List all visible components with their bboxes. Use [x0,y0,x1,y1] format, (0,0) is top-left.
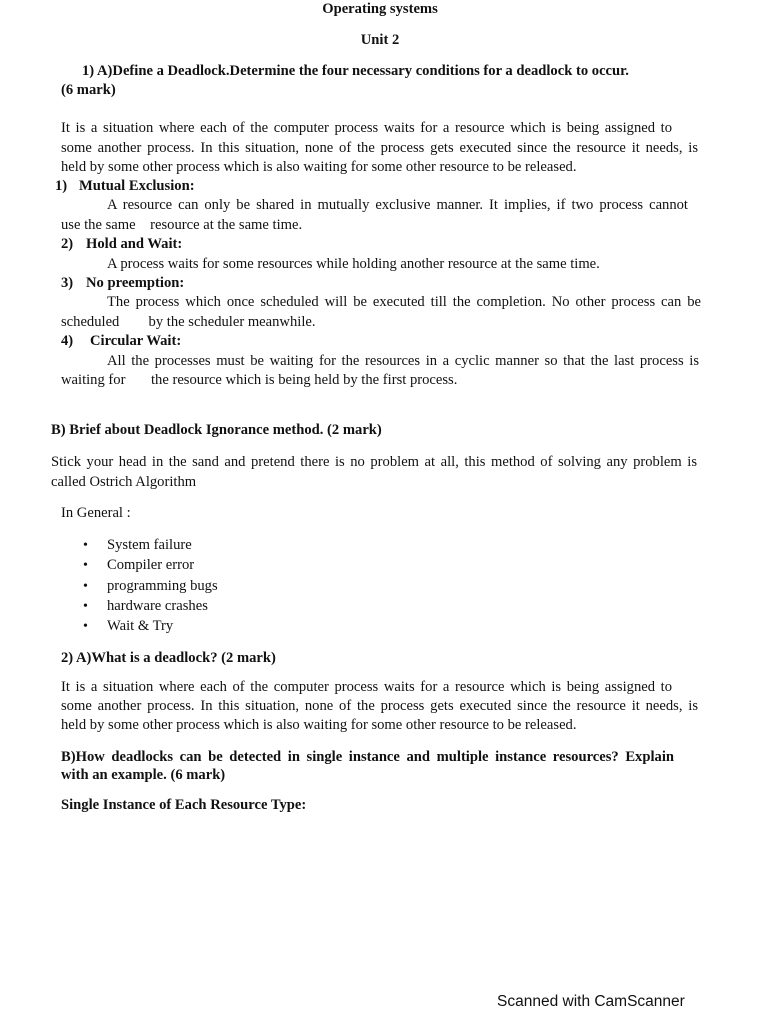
condition-text: use the same resource at the same time. [61,217,303,233]
bullet-icon: • [83,619,88,634]
q1a-definition-line: It is a situation where each of the computer process waits for a resource which is being assigned to [61,120,672,136]
q2b-subheading: Single Instance of Each Resource Type: [61,797,307,813]
q1a-marks: (6 mark) [61,82,116,98]
camscanner-watermark: Scanned with CamScanner [497,993,685,1010]
q2a-text-line: some another process. In this situation, none of the process gets executed since the resource it needs, is [61,698,698,714]
condition-number: 1) [55,178,68,194]
condition-title: Hold and Wait: [86,236,183,252]
condition-text: waiting for the resource which is being held by the first process. [61,372,458,388]
list-item: hardware crashes [107,598,208,614]
list-item: Compiler error [107,557,195,573]
condition-text: A process waits for some resources while holding another resource at the same time. [107,256,600,272]
list-item: System failure [107,537,192,553]
in-general-label: In General : [61,505,131,521]
q1b-text-line: Stick your head in the sand and pretend there is no problem at all, this method of solving any problem is [51,454,697,470]
condition-title: Mutual Exclusion: [79,178,195,194]
list-item: programming bugs [107,578,218,594]
bullet-icon: • [83,599,88,614]
q1a-definition-line: held by some other process which is also waiting for some other resource to be released. [61,159,577,175]
condition-text: All the processes must be waiting for the resources in a cyclic manner so that the last process is [107,353,699,369]
condition-number: 2) [61,236,74,252]
q2a-text-line: held by some other process which is also waiting for some other resource to be released. [61,717,577,733]
q1b-heading: B) Brief about Deadlock Ignorance method. (2 mark) [51,422,382,438]
bullet-icon: • [83,538,88,553]
q1a-heading: 1) A)Define a Deadlock.Determine the four necessary conditions for a deadlock to occur. [82,63,629,79]
q1b-text-line: called Ostrich Algorithm [51,474,197,490]
q2b-heading-cont: with an example. (6 mark) [61,767,226,783]
q1a-definition-line: some another process. In this situation, none of the process gets executed since the resource it needs, is [61,140,698,156]
condition-text: scheduled by the scheduler meanwhile. [61,314,316,330]
condition-text: A resource can only be shared in mutually exclusive manner. It implies, if two process cannot [107,197,688,213]
document-title: Operating systems [322,1,438,17]
condition-number: 3) [61,275,74,291]
bullet-icon: • [83,579,88,594]
list-item: Wait & Try [107,618,174,634]
condition-title: Circular Wait: [90,333,182,349]
condition-number: 4) [61,333,74,349]
q2a-text-line: It is a situation where each of the computer process waits for a resource which is being assigned to [61,679,672,695]
condition-text: The process which once scheduled will be executed till the completion. No other process can be [107,294,701,310]
q2a-heading: 2) A)What is a deadlock? (2 mark) [61,650,276,666]
bullet-icon: • [83,558,88,573]
unit-label: Unit 2 [360,32,400,48]
condition-title: No preemption: [86,275,185,291]
q2b-heading: B)How deadlocks can be detected in single instance and multiple instance resources? Explain [61,749,674,765]
